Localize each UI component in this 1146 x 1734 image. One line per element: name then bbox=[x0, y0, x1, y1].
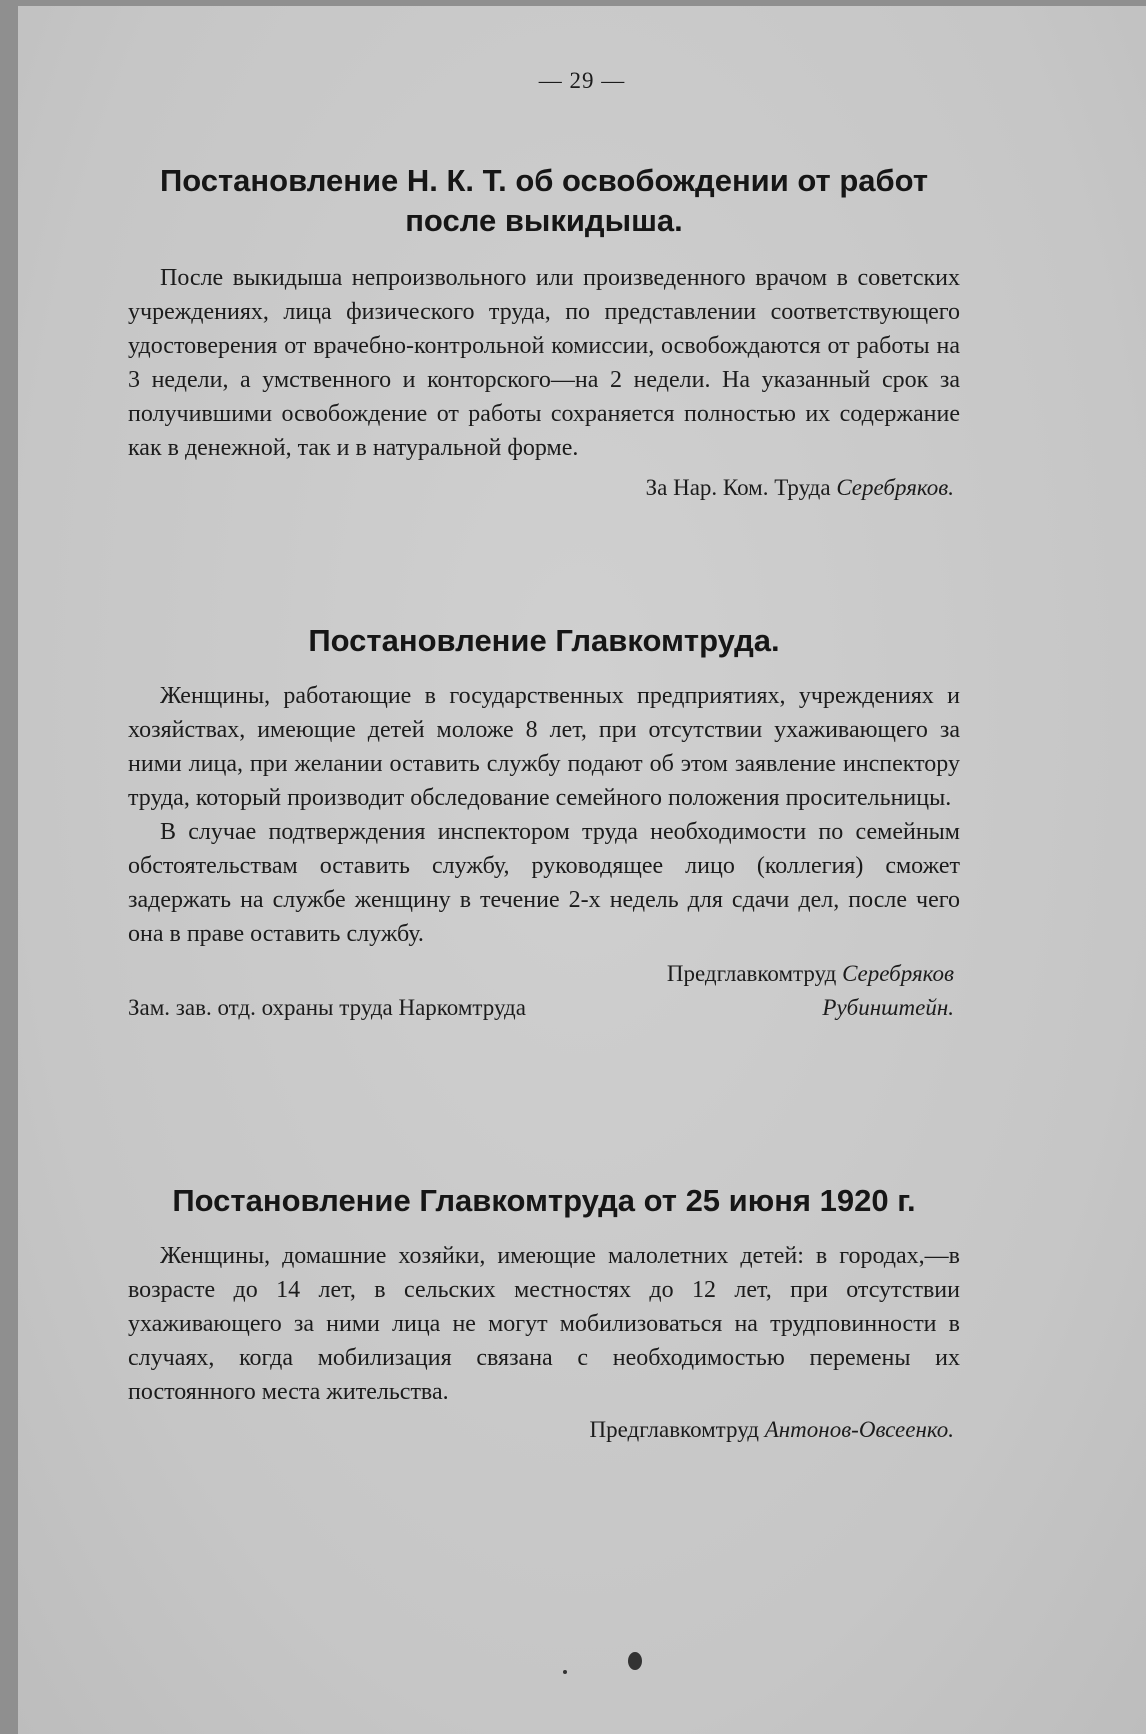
section-body-paragraph: В случае подтверждения инспектором труда необходимости по семейным обстоятельствам оставить службу, руководящее лицо (коллегия) сможет задержать на службе женщину в течение 2-х недель для сдачи дел, после чего она в праве оставить службу. bbox=[128, 819, 960, 947]
book-page bbox=[18, 6, 1146, 1734]
signature-label: Зам. зав. отд. охраны труда Наркомтруда bbox=[128, 995, 526, 1020]
signature-name: Рубинштейн. bbox=[822, 995, 954, 1020]
signature bbox=[128, 1413, 960, 1447]
signature-name: Серебряков bbox=[842, 961, 954, 986]
section-title: Постановление Главкомтруда от 25 июня 1920 г. bbox=[172, 1183, 916, 1218]
signature bbox=[128, 991, 960, 1025]
signature-label: За Нар. Ком. Труда bbox=[645, 475, 831, 500]
section-title: Постановление Главкомтруда. bbox=[308, 623, 780, 658]
signature-label: Предглавкомтруд bbox=[666, 961, 837, 986]
section-body-paragraph: Женщины, работающие в государственных предприятиях, учреждениях и хозяйствах, имеющие детей моложе 8 лет, при отсутствии ухаживающего за ними лица, при желании оставить службу подают об этом заявление инспектору труда, который производит обследование семейного положения просительницы. bbox=[128, 683, 960, 811]
signature-name: Антонов-Овсеенко. bbox=[764, 1417, 954, 1442]
signature bbox=[128, 957, 960, 991]
section-title-line: после выкидыша. bbox=[405, 203, 683, 238]
page-number: — 29 — bbox=[538, 68, 626, 93]
section-title bbox=[128, 161, 960, 241]
section-body: После выкидыша непроизвольного или произведенного врачом в советских учреждениях, лица физического труда, по представлении соответствующего удостоверения от врачебно-контрольной комиссии, освобождаются от работы на 3 недели, а умственного и конторского—на 2 недели. На указанный срок за получившими освобождение от работы сохраняется полностью их содержание как в денежной, так и в натуральной форме. bbox=[128, 265, 960, 461]
section-glavkomtrud-resolution bbox=[128, 621, 960, 1025]
section-miscarriage-leave bbox=[128, 161, 960, 505]
ink-speck bbox=[563, 1670, 567, 1674]
signature bbox=[128, 471, 960, 505]
section-body: Женщины, домашние хозяйки, имеющие малолетних детей: в городах,—в возрасте до 14 лет, в сельских местностях до 12 лет, при отсутствии ухаживающего за ними лица не могут мобилизоваться на трудповинности в случаях, когда мобилизация связана с необходимостью перемены их постоянного места жительства. bbox=[128, 1243, 960, 1405]
signature-label: Предглавкомтруд bbox=[589, 1417, 759, 1442]
section-june-1920-resolution bbox=[128, 1181, 960, 1447]
signature-name: Серебряков. bbox=[836, 475, 954, 500]
ink-spot bbox=[628, 1652, 642, 1670]
section-title-line: Постановление Н. К. Т. об освобождении от работ bbox=[159, 163, 929, 198]
